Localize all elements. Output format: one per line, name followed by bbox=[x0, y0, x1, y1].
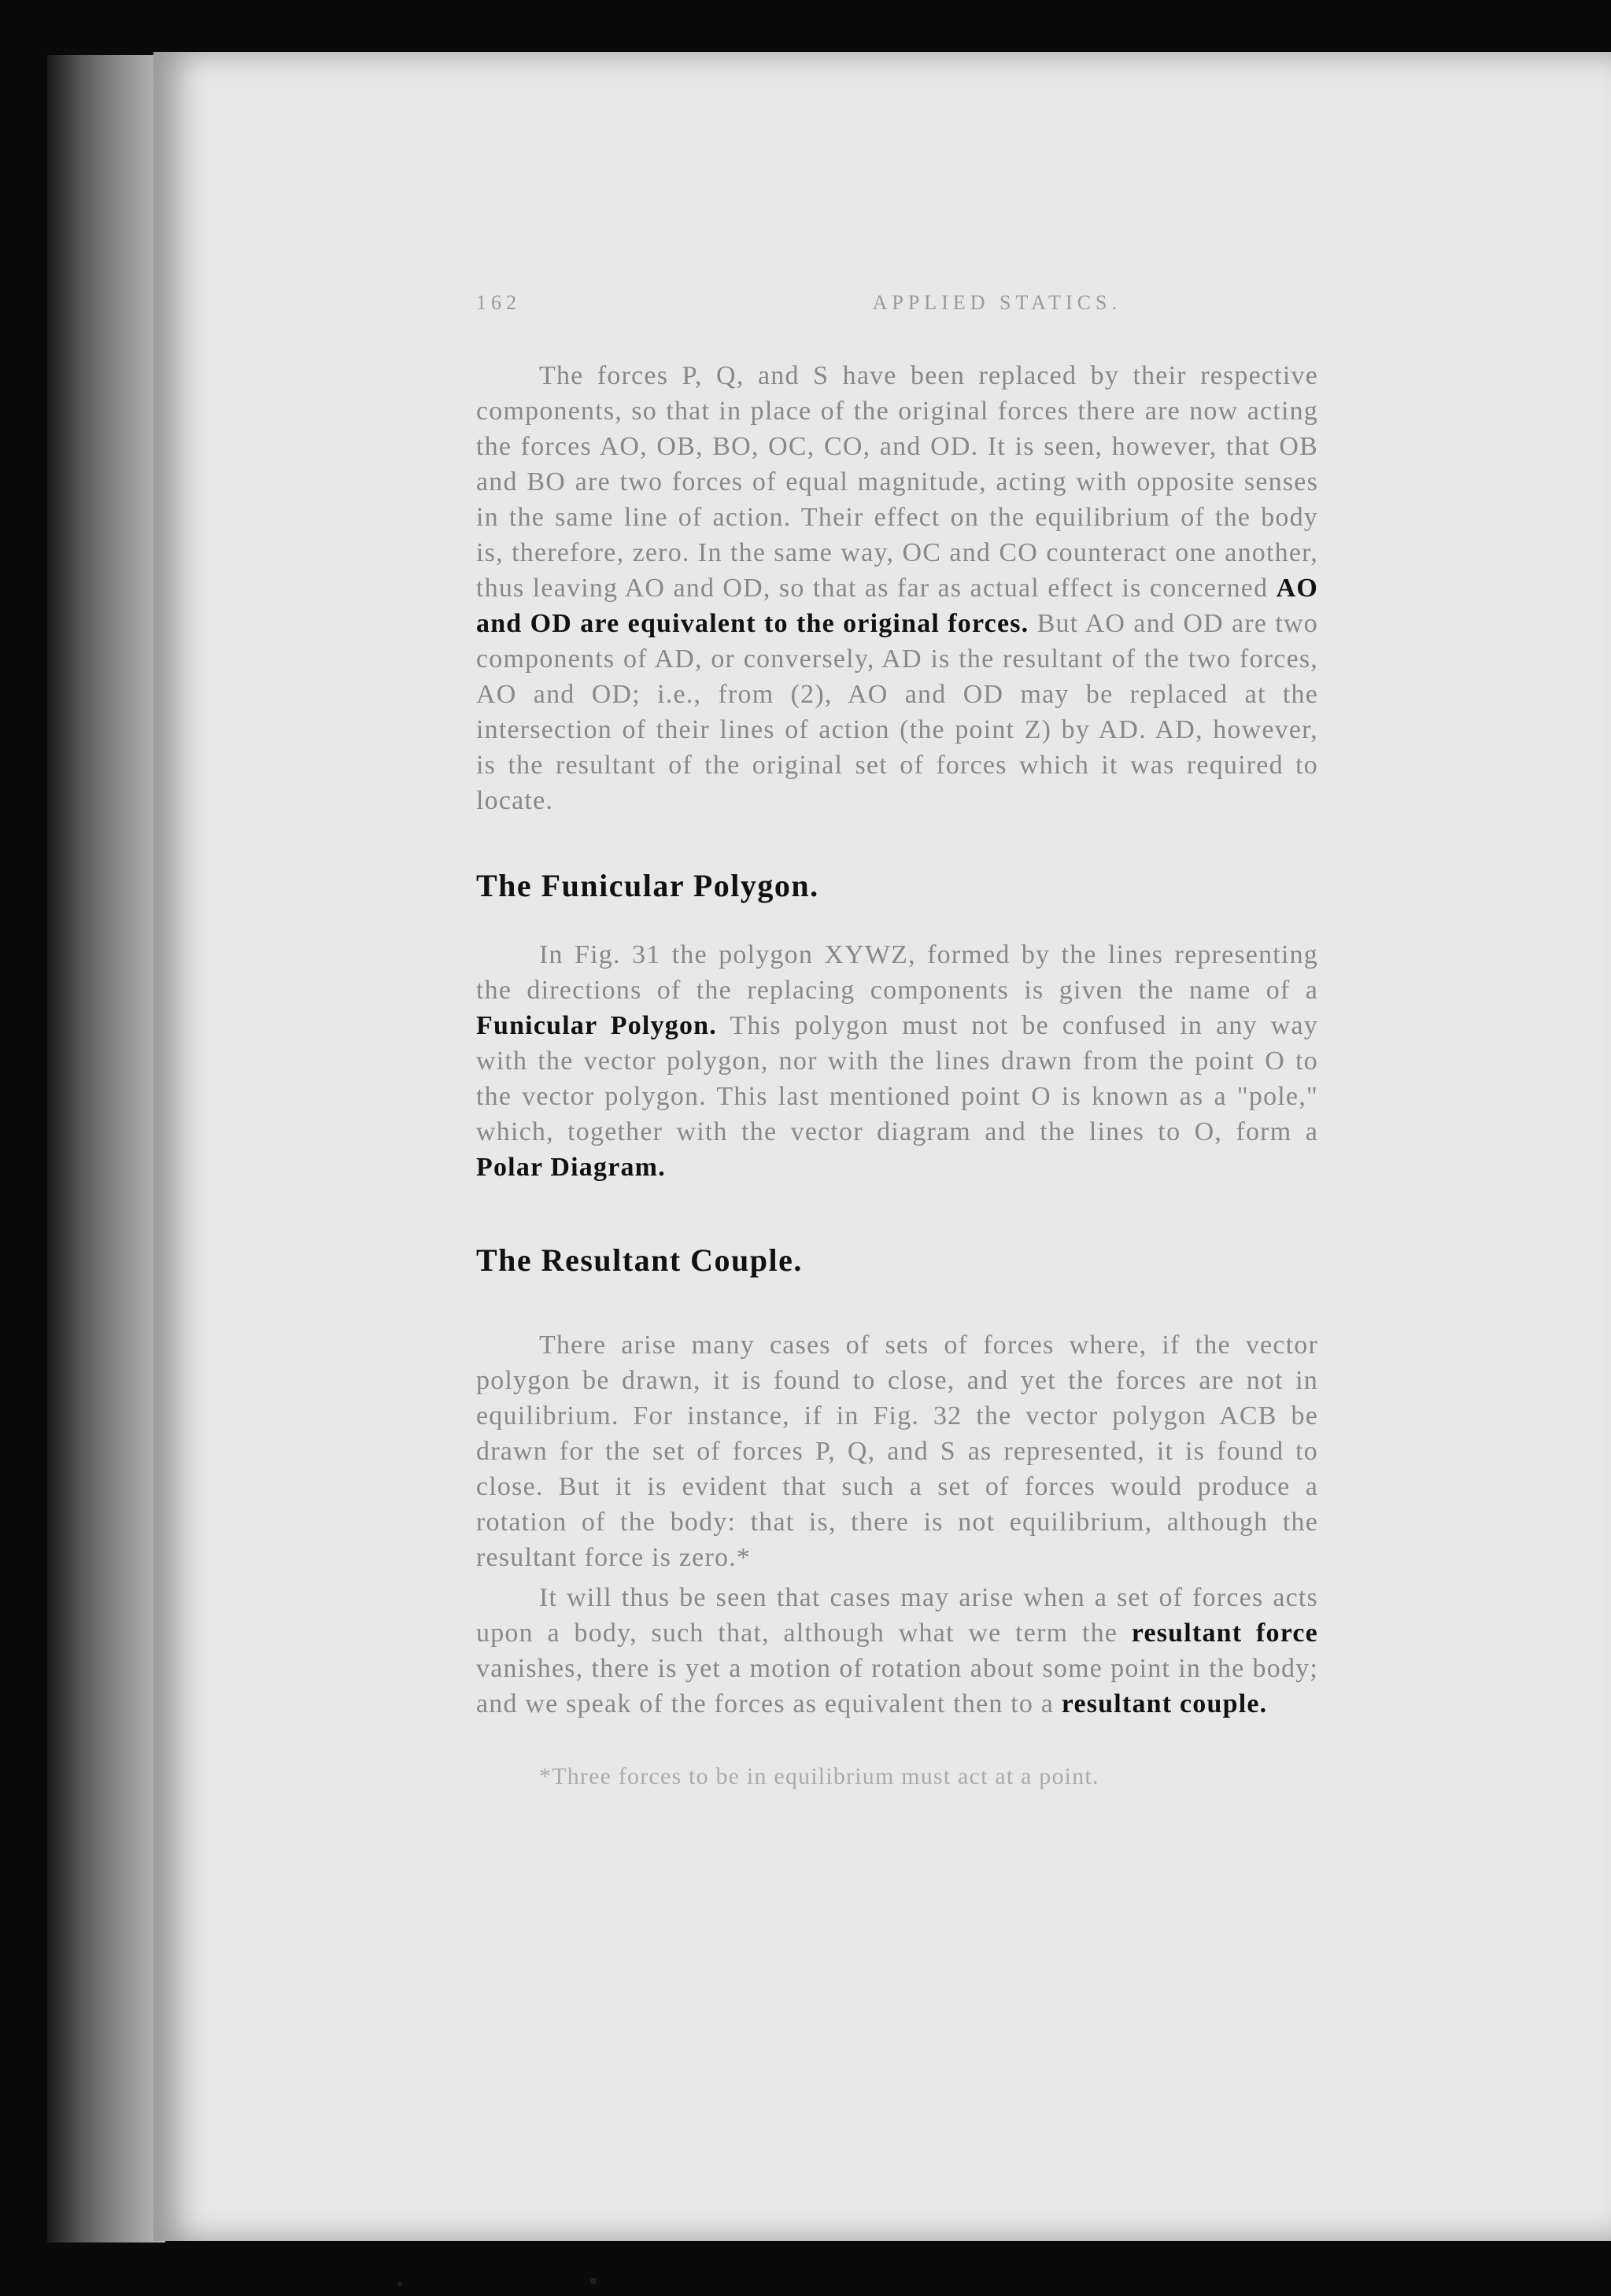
term-funicular-polygon: Funicular Polygon. bbox=[476, 1011, 717, 1040]
term-resultant-force: resultant force bbox=[1131, 1619, 1318, 1648]
book-page-edges bbox=[47, 55, 165, 2242]
emphasis-equivalent-forces: AO and OD are equivalent to the original forces. bbox=[476, 574, 1319, 638]
section-heading-funicular-polygon: The Funicular Polygon. bbox=[476, 868, 819, 903]
paragraph-vector-polygon-close: There arise many cases of sets of forces where, if the vector polygon be drawn, it is found to close, and yet the forces are not in equilibrium. For instance, if in Fig. 32 the vector polygon ACB be drawn for the set of forces P, Q, and S as represented, it is found to close. But it is evident that such a set of forces would produce a rotation of the body: that is, there is not equilibrium, although the resultant force is zero.* bbox=[476, 1331, 1318, 1572]
term-resultant-couple: resultant couple. bbox=[1061, 1689, 1268, 1718]
page-number: 162 bbox=[476, 291, 521, 314]
term-polar-diagram: Polar Diagram. bbox=[476, 1153, 666, 1182]
running-title: APPLIED STATICS. bbox=[872, 291, 1121, 314]
paragraph-resultant-couple: It will thus be seen that cases may arise when a set of forces acts upon a body, such that, although what we term the resultant force vanishes, there is yet a motion of rotation about some point in the body; and we speak of the forces as equivalent then to a resultant couple. bbox=[476, 1583, 1318, 1718]
page-header bbox=[476, 291, 1318, 315]
scan-speck bbox=[590, 2278, 597, 2284]
page-content bbox=[476, 291, 1318, 1794]
footnote: *Three forces to be in equilibrium must act at a point. bbox=[539, 1763, 1099, 1789]
paragraph-forces-replaced: The forces P, Q, and S have been replaced by their respective components, so that in place of the original forces there are now acting the forces AO, OB, BO, OC, CO, and OD. It is seen, however, that OB and BO are two forces of equal magnitude, acting with opposite senses in the same line of action. Their effect on the equilibrium of the body is, therefore, zero. In the same way, OC and CO counteract one another, thus leaving AO and OD, so that as far as actual effect is concerned AO and OD are equivalent to the original forces. But AO and OD are two components of AD, or conversely, AD is the resultant of the two forces, AO and OD; i.e., from (2), AO and OD may be replaced at the intersection of their lines of action (the point Z) by AD. AD, however, is the resultant of the original set of forces which it was required to locate. bbox=[476, 361, 1319, 815]
paragraph-funicular-polygon: In Fig. 31 the polygon XYWZ, formed by the lines representing the directions of the replacing components is given the name of a Funicular Polygon. This polygon must not be confused in any way with the vector polygon, nor with the lines drawn from the point O to the vector polygon. This last mentioned point O is known as a "pole," which, together with the vector diagram and the lines to O, form a Polar Diagram. bbox=[476, 940, 1318, 1182]
scan-speck bbox=[397, 2282, 402, 2287]
section-heading-resultant-couple: The Resultant Couple. bbox=[476, 1242, 803, 1278]
